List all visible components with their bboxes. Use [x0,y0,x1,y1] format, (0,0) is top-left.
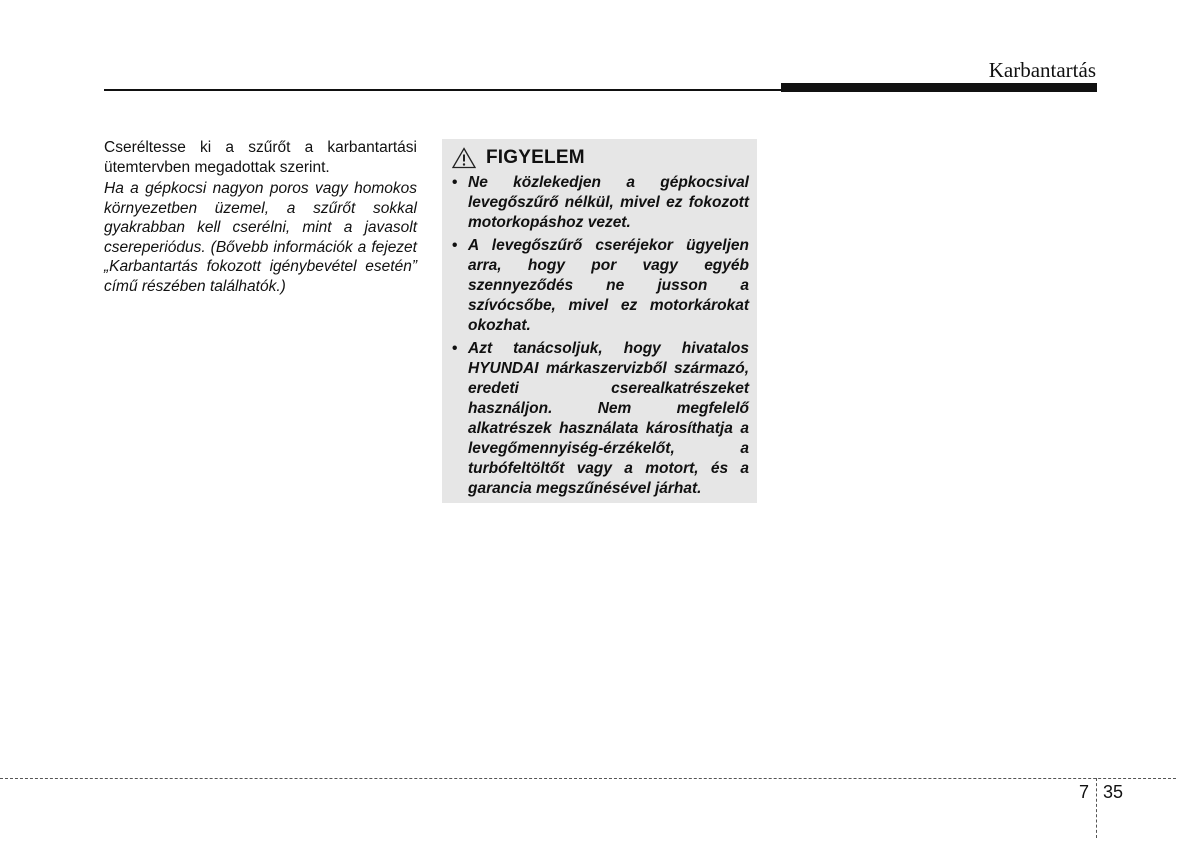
bullet: • [452,340,458,357]
dusty-conditions-paragraph: Ha a gépkocsi nagyon poros vagy homokos környezetben üzemel, a szűrőt sokkal gyakrabban kell cserélni, mint a javasolt csereperiódus. (Bővebb információk a fejezet „Karbantartás fokozott igénybevétel esetén” című részében találhatók.) [104,180,417,295]
header-rule-thin [104,89,784,91]
warning-item-text: A levegőszűrő cseréjekor ügyeljen arra, hogy por vagy egyéb szennyeződés ne jusson a szívócsőbe, mivel ez motorkárokat okozhat. [468,237,749,334]
page-header-title: Karbantartás [988,58,1096,82]
bullet: • [452,174,458,191]
warning-item-text: Ne közlekedjen a gépkocsival levegőszűrő nélkül, mivel ez fokozott motorkopáshoz vezet. [468,174,749,231]
left-column [104,138,417,296]
header-rule-thick [781,83,1097,92]
warning-item [452,236,749,336]
warning-box [442,139,757,503]
warning-triangle-icon [452,147,476,169]
warning-list [452,173,749,499]
warning-title: FIGYELEM [486,147,585,168]
warning-item-text: Azt tanácsoljuk, hogy hivatalos HYUNDAI márkaszervizből származó, eredeti cserealkatrészeket használjon. Nem megfelelő alkatrészek használata károsíthatja a levegőmennyiség-érzékelőt, a turbófeltöltőt vagy a motort, és a garancia megszűnésével járhat. [468,340,749,497]
footer-dashed-rule [0,778,1176,779]
chapter-number: 7 [1079,782,1090,802]
warning-item [452,173,749,233]
warning-item [452,339,749,499]
warning-header [452,147,749,169]
footer-dashed-divider [1096,778,1097,838]
page-number: 35 [1103,782,1124,802]
maintenance-paragraph: Cseréltesse ki a szűrőt a karbantartási ütemtervben megadottak szerint. [104,139,417,176]
bullet: • [452,237,458,254]
